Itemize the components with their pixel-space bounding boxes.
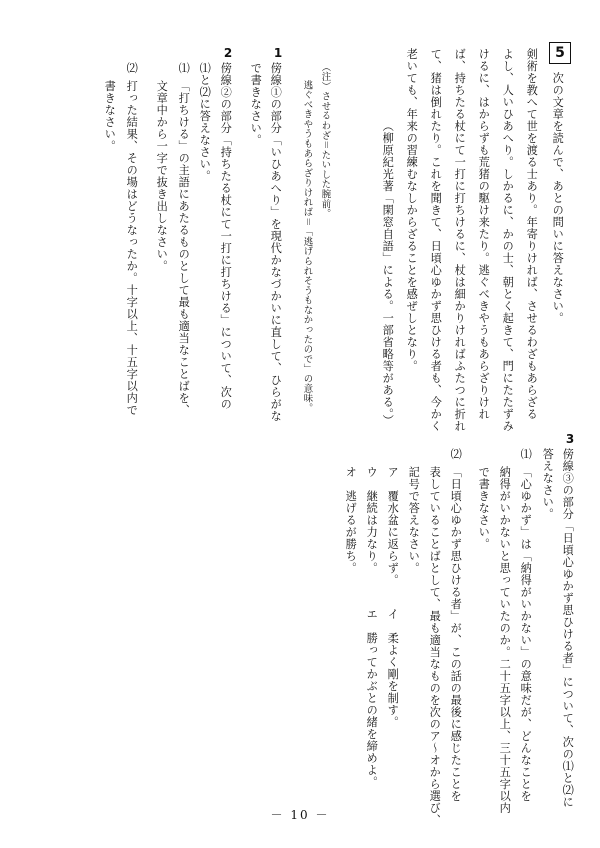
question-2-sub2-line-2: 書きなさい。 <box>103 80 117 152</box>
problem-number-box <box>549 42 571 64</box>
choice-u: ウ 継続は力なり。 <box>365 466 379 574</box>
question-1-number: 1 <box>271 46 285 60</box>
question-3-sub1-line-1: 「心ゆかず」は「納得がいかない」の意味だが、どんなことを <box>519 466 533 802</box>
question-2-sub1-line-2: 文章中から一字で抜き出しなさい。 <box>155 80 169 272</box>
choice-i: イ 柔よく剛を制す。 <box>386 608 400 728</box>
question-3-sub1-label: ⑴ <box>519 448 533 460</box>
passage-line-3: けるに、はからずも荒猪の駆け来たり。逃ぐべきやうもあらざりけれ <box>477 48 491 420</box>
passage-line-4: ば、持ちたる杖にて一打に打ちけるに、杖は細かりければふたつに折れ <box>453 48 467 432</box>
choice-e: エ 勝ってかぶとの緒を締めよ。 <box>365 608 379 788</box>
page-number: － 10 － <box>270 808 330 822</box>
note-line-1: （注）させるわざ＝たいした腕前。 <box>319 62 331 219</box>
question-1-line-2: で書きなさい。 <box>249 62 263 146</box>
problem-number: 5 <box>555 45 565 61</box>
note-line-2: 逃ぐべきやうもあらざりければ＝「逃げられそうもなかったので」の意味。 <box>301 80 313 413</box>
passage-line-2: よし、人いひあへり。しかるに、かの士、朝とく起きて、門にたたずみ <box>501 48 515 432</box>
question-3-sub1-line-3: で書きなさい。 <box>477 466 491 550</box>
question-2-sub2-line-1: 打った結果、その場はどうなったか。十字以上、十五字以内で <box>125 80 139 416</box>
choice-o: オ 逃げるが勝ち。 <box>344 466 358 574</box>
question-3-sub2-line-2: 表していることばとして、最も適当なものを次のア〜オから選び、 <box>428 466 442 826</box>
question-2-line-1: 傍線②の部分「持ちたる杖にて一打に打ちける」について、次の <box>219 62 233 410</box>
passage-source: （柳原紀光著「閑窓自語」による。一部省略等がある。） <box>381 120 395 427</box>
question-1-line-1: 傍線①の部分「いひあへり」を現代かなづかいに直して、ひらがな <box>269 62 283 422</box>
question-3-number: 3 <box>563 432 577 446</box>
passage-line-6: 老いても、年来の習練むなしからざることを感ぜしとなり。 <box>405 48 419 372</box>
passage-line-5: て、猪は倒れたり。これを聞きて、日頃心ゆかず思ひける者も、今かく <box>429 48 443 432</box>
question-3-sub2-label: ⑵ <box>449 448 463 460</box>
question-2-number: 2 <box>221 46 235 60</box>
question-3-line-2: 答えなさい。 <box>541 448 555 520</box>
question-2-sub2-label: ⑵ <box>125 62 139 74</box>
question-2-sub1-label: ⑴ <box>177 62 191 74</box>
passage-line-1: 剣術を教へて世を渡る士あり。年寄りければ、させるわざもあらざる <box>525 48 539 420</box>
question-3-sub1-line-2: 納得がいかないと思っていたのか。二十五字以上、三十五字以内 <box>498 466 512 814</box>
question-3-sub2-line-1: 「日頃心ゆかず思ひける者」が、この話の最後に感じたことを <box>449 466 463 802</box>
question-3-line-1: 傍線③の部分「日頃心ゆかず思ひける者」について、次の⑴と⑵に <box>561 448 575 808</box>
question-2-sub1-line-1: 「打ちける」の主語にあたるものとして最も適当なことばを、 <box>177 80 191 416</box>
question-3-sub2-line-3: 記号で答えなさい。 <box>407 466 421 574</box>
problem-instruction: 次の文章を読んで、あとの問いに答えなさい。 <box>551 72 565 324</box>
question-2-line-2: ⑴と⑵に答えなさい。 <box>198 62 212 182</box>
choice-a: ア 覆水盆に返らず。 <box>386 466 400 586</box>
